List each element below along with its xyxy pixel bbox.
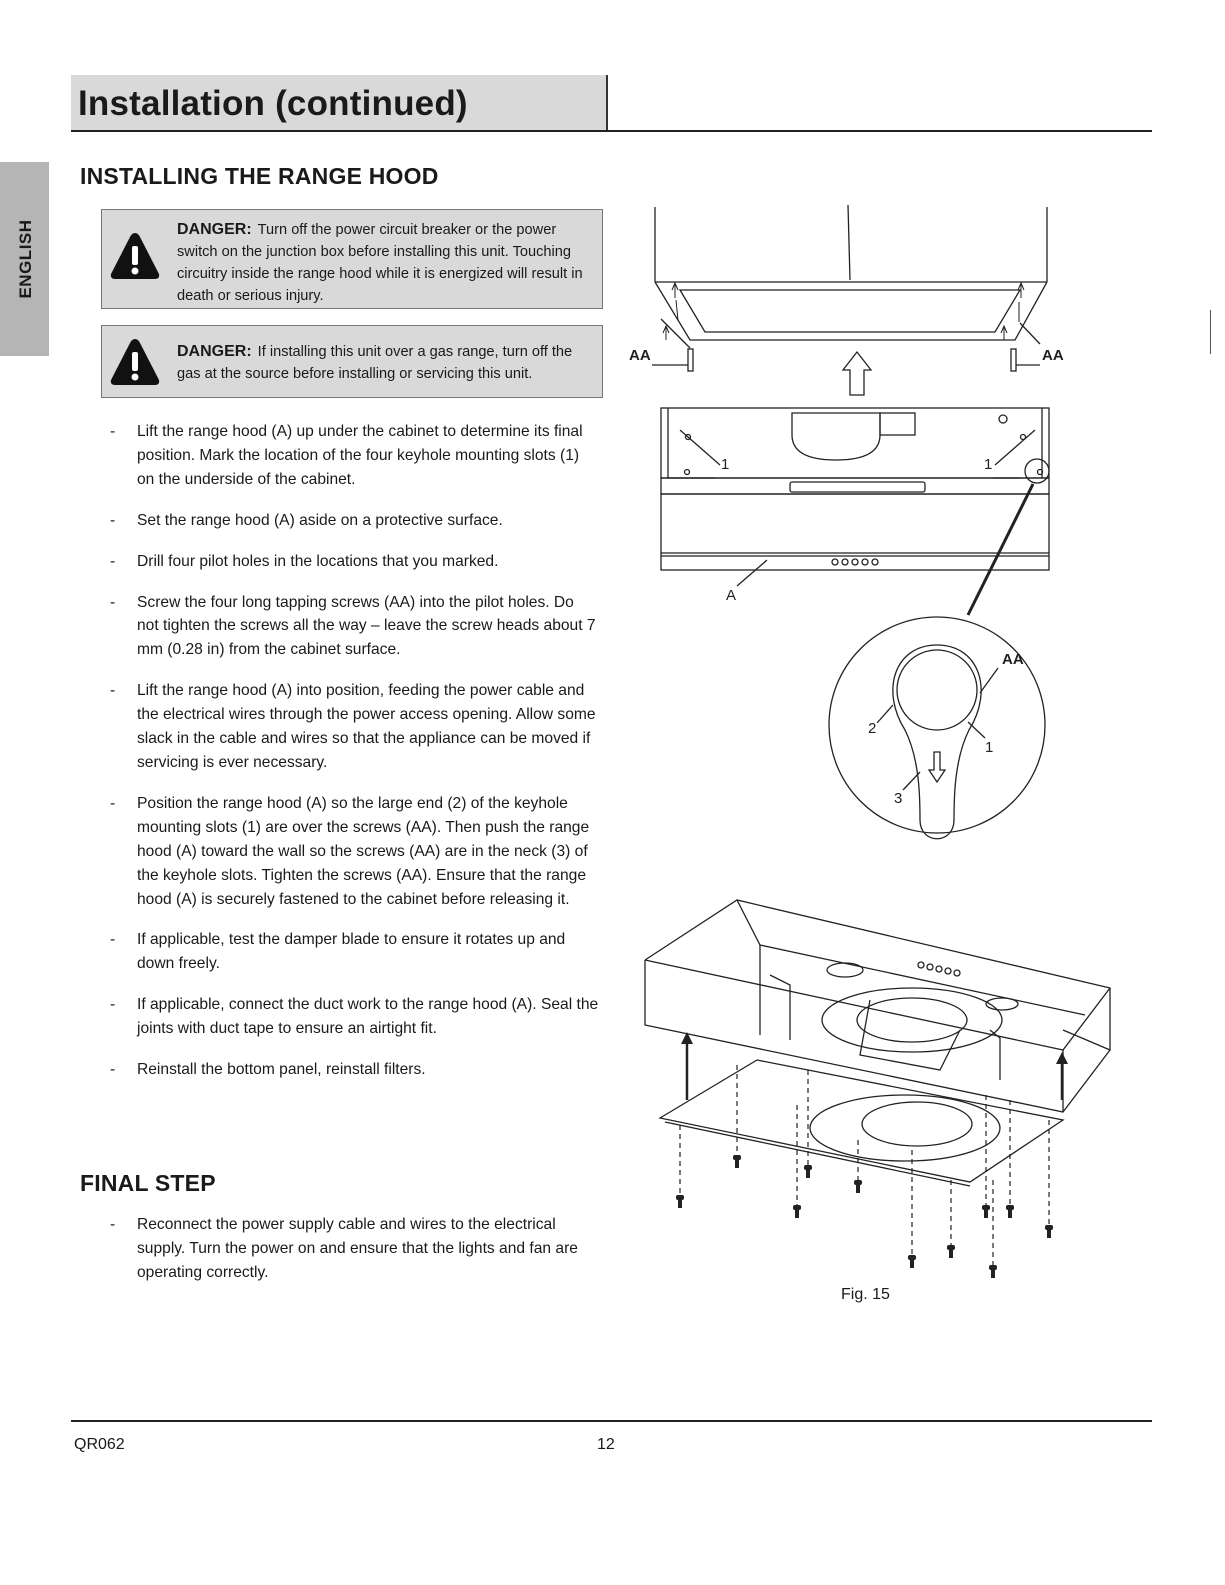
bullet: - xyxy=(110,996,116,1014)
step-text: Lift the range hood (A) into position, feeding the power cable and the electrical wires through the power access opening. Allow some slack in the cable and wires so that the appliance can be moved if servicing is ever necessary. xyxy=(137,682,596,771)
step-text: If applicable, connect the duct work to the range hood (A). Seal the joints with duct tape to ensure an airtight fit. xyxy=(137,996,599,1038)
list-item xyxy=(104,993,599,1041)
bullet: - xyxy=(110,1216,116,1233)
step-text: Reconnect the power supply cable and wires to the electrical supply. Turn the power on and ensure that the lights and fan are operating correctly. xyxy=(137,1216,578,1281)
bullet: - xyxy=(110,593,116,611)
section-title-final: FINAL STEP xyxy=(80,1170,216,1196)
screws xyxy=(676,1155,1053,1278)
cabinet-drawing xyxy=(655,205,1047,340)
footer-model-number: QR062 xyxy=(74,1436,125,1453)
danger-message: If installing this unit over a gas range, turn off the gas at the source before installing or servicing this unit. xyxy=(177,344,573,382)
lift-arrow-icon xyxy=(843,352,871,395)
header-divider xyxy=(606,75,608,131)
step-text: If applicable, test the damper blade to ensure it rotates up and down freely. xyxy=(137,931,566,973)
bullet: - xyxy=(110,1061,116,1079)
list-item xyxy=(104,679,599,775)
list-item xyxy=(104,1058,599,1082)
footer-rule xyxy=(71,1420,1152,1422)
range-hood-perspective xyxy=(645,900,1110,1186)
label-aa-right: AA xyxy=(1042,347,1064,364)
list-item xyxy=(104,792,599,912)
list-item xyxy=(104,928,599,976)
final-steps-list xyxy=(104,1213,599,1302)
figure-caption: Fig. 15 xyxy=(841,1286,890,1303)
range-hood-top-view xyxy=(661,408,1049,586)
step-text: Set the range hood (A) aside on a protective surface. xyxy=(137,511,503,529)
label-large-end: 2 xyxy=(868,720,877,737)
bullet: - xyxy=(110,511,116,529)
list-item xyxy=(104,1213,599,1285)
bullet: - xyxy=(110,423,116,440)
bullet: - xyxy=(110,794,116,812)
install-steps-list xyxy=(104,420,599,1099)
header-rule xyxy=(71,130,1152,132)
step-text: Position the range hood (A) so the large end (2) of the keyhole mounting slots (1) are over the screws (AA). Then push the range hood (A) toward the wall so the screws (AA) are in the neck (3) of the keyhole slots. Tighten the screws (AA). Ensure that the range hood (A) is securely fastened to the cabinet before releasing it. xyxy=(137,794,590,908)
language-tab-label: ENGLISH xyxy=(16,219,35,299)
list-item xyxy=(104,550,599,574)
list-item xyxy=(104,509,599,533)
list-item xyxy=(104,591,599,663)
bullet: - xyxy=(110,552,116,570)
danger-label: DANGER: xyxy=(177,221,252,238)
mounting-screws-aa xyxy=(652,319,1040,371)
danger-message: Turn off the power circuit breaker or the power switch on the junction box before installing this unit. Touching circuitry inside the range hood while it is energized will result in death or serious injury. xyxy=(177,222,583,304)
danger-box-gas xyxy=(101,325,603,398)
section-title-installing: INSTALLING THE RANGE HOOD xyxy=(80,163,439,189)
label-hood-a: A xyxy=(726,587,737,604)
label-slot-left: 1 xyxy=(721,456,730,473)
warning-icon xyxy=(109,230,161,282)
danger-box-power xyxy=(101,209,603,309)
page-number: 12 xyxy=(597,1436,615,1453)
label-aa-detail: AA xyxy=(1002,651,1024,668)
step-text: Screw the four long tapping screws (AA) into the pilot holes. Do not tighten the screws all the way – leave the screw heads about 7 mm (0.28 in) from the cabinet surface. xyxy=(137,593,596,659)
step-text: Drill four pilot holes in the locations that you marked. xyxy=(137,552,499,570)
label-aa-left: AA xyxy=(629,347,651,364)
list-item xyxy=(104,420,599,492)
danger-label: DANGER: xyxy=(177,343,252,360)
keyhole-detail-callout xyxy=(829,459,1049,839)
warning-icon xyxy=(109,336,161,388)
bullet: - xyxy=(110,682,116,700)
bullet: - xyxy=(110,931,116,949)
step-text: Lift the range hood (A) up under the cabinet to determine its final position. Mark the location of the four keyhole mounting slots (1) on the underside of the cabinet. xyxy=(137,423,583,488)
page-title: Installation (continued) xyxy=(78,84,468,123)
step-text: Reinstall the bottom panel, reinstall filters. xyxy=(137,1061,426,1079)
label-slot-right: 1 xyxy=(984,456,993,473)
danger-text-power xyxy=(177,219,596,307)
figure-15-illustration xyxy=(615,195,1215,1285)
label-slot-detail: 1 xyxy=(985,739,994,756)
danger-text-gas xyxy=(177,341,596,385)
label-neck: 3 xyxy=(894,790,903,807)
